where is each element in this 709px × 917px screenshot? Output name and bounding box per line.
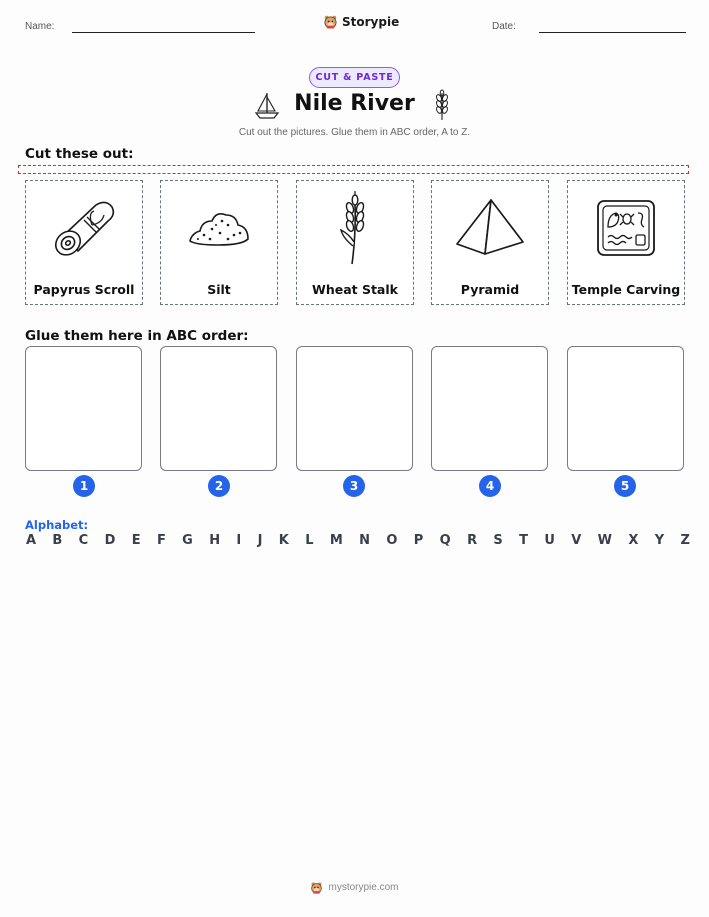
footer <box>0 881 709 894</box>
glue-slot-4[interactable] <box>431 346 548 471</box>
glue-slot-1[interactable] <box>25 346 142 471</box>
letter: P <box>413 533 424 548</box>
scroll-icon <box>44 193 124 263</box>
letter: A <box>26 533 37 548</box>
letter: T <box>519 533 529 548</box>
letter: F <box>156 533 166 548</box>
letter: U <box>544 533 555 548</box>
cut-card-papyrus-scroll[interactable] <box>25 180 143 305</box>
letter: Q <box>439 533 451 548</box>
letter: H <box>209 533 221 548</box>
letter: C <box>78 533 89 548</box>
letter: R <box>467 533 478 548</box>
letter: K <box>278 533 289 548</box>
letter: I <box>236 533 242 548</box>
letter: V <box>571 533 582 548</box>
glue-slot-5[interactable] <box>567 346 684 471</box>
alphabet-heading: Alphabet: <box>25 518 89 532</box>
slot-number-1: 1 <box>73 475 95 497</box>
silt-pile-icon <box>184 203 254 253</box>
card-label: Wheat Stalk <box>312 282 398 297</box>
cut-card-pyramid[interactable] <box>431 180 549 305</box>
card-label: Pyramid <box>460 282 520 297</box>
wheat-icon <box>432 89 452 122</box>
date-line[interactable] <box>539 32 686 33</box>
letter: Z <box>680 533 690 548</box>
hieroglyph-tablet-icon <box>594 197 658 259</box>
instructions: Cut out the pictures. Glue them in ABC order, A to Z. <box>238 127 471 138</box>
letter: Y <box>654 533 665 548</box>
letter: W <box>597 533 613 548</box>
slot-number-2: 2 <box>208 475 230 497</box>
slot-number-5: 5 <box>614 475 636 497</box>
card-label: Silt <box>207 282 231 297</box>
letter: M <box>329 533 343 548</box>
cut-card-temple-carving[interactable] <box>567 180 685 305</box>
cut-card-silt[interactable] <box>160 180 278 305</box>
wheat-stalk-icon <box>335 190 375 266</box>
footer-url[interactable]: mystorypie.com <box>328 882 399 893</box>
cut-heading: Cut these out: <box>25 146 134 162</box>
cut-card-wheat-stalk[interactable] <box>296 180 414 305</box>
letter: N <box>359 533 371 548</box>
brand-name: Storypie <box>342 14 400 29</box>
letter: L <box>305 533 314 548</box>
brand-logo <box>323 14 399 29</box>
name-label: Name: <box>25 21 55 32</box>
letter: O <box>386 533 398 548</box>
page-title: Nile River <box>294 91 415 116</box>
name-line[interactable] <box>72 32 255 33</box>
date-label: Date: <box>492 21 516 32</box>
letter: E <box>131 533 141 548</box>
alphabet-row <box>26 533 690 548</box>
letter: B <box>52 533 63 548</box>
slot-number-3: 3 <box>343 475 365 497</box>
card-label: Papyrus Scroll <box>33 282 135 297</box>
card-label: Temple Carving <box>571 282 681 297</box>
cut-line <box>18 165 689 174</box>
mascot-icon <box>310 881 323 894</box>
slot-number-4: 4 <box>479 475 501 497</box>
letter: D <box>104 533 116 548</box>
mascot-icon <box>323 14 338 29</box>
letter: J <box>257 533 263 548</box>
glue-heading: Glue them here in ABC order: <box>25 328 249 344</box>
letter: S <box>493 533 503 548</box>
pyramid-icon <box>451 196 529 260</box>
glue-slot-3[interactable] <box>296 346 413 471</box>
letter: X <box>628 533 639 548</box>
cut-paste-badge: CUT & PASTE <box>309 67 400 88</box>
letter: G <box>182 533 193 548</box>
glue-slot-2[interactable] <box>160 346 277 471</box>
